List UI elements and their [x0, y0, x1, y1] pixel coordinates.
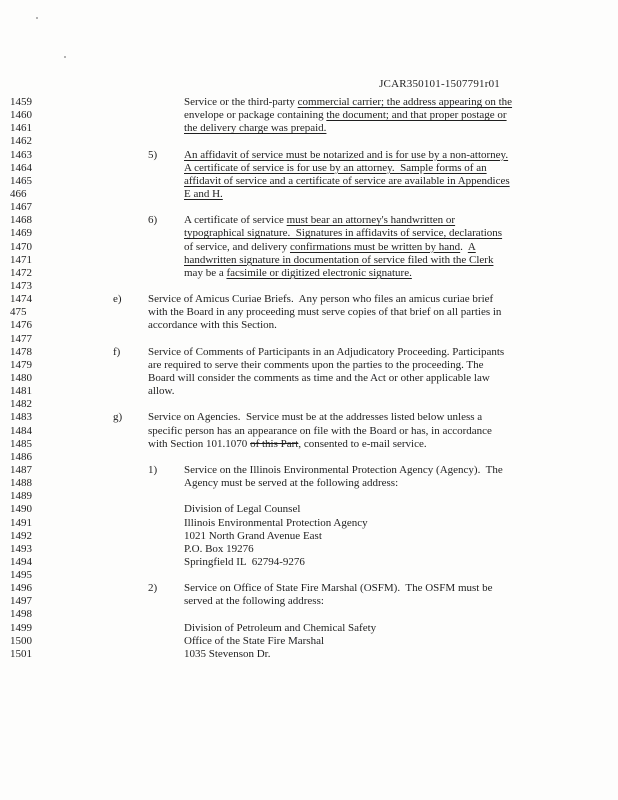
plain-text: allow.: [148, 385, 175, 398]
document-line: [0, 293, 618, 306]
line-text: [184, 162, 487, 175]
document-line: [0, 517, 618, 530]
line-text: [184, 241, 476, 254]
plain-text: , consented to e-mail service.: [298, 437, 427, 450]
line-text: [184, 530, 322, 543]
line-number: 1495: [10, 569, 32, 582]
document-line: [0, 385, 618, 398]
stricken-text: of this Part: [250, 437, 299, 450]
line-number: 1459: [10, 96, 32, 108]
document-line: [0, 372, 618, 385]
plain-text: 1035 Stevenson Dr.: [184, 647, 271, 660]
line-number: 1479: [10, 358, 32, 371]
underlined-text: An affidavit of service must be notarized and is for use by a non-attorney.: [184, 148, 509, 161]
line-text: [148, 306, 501, 319]
document-line: [0, 96, 618, 109]
line-number: 1484: [10, 424, 32, 437]
plain-text: Agency must be served at the following address:: [184, 477, 399, 490]
plain-text: of service, and delivery: [184, 240, 290, 253]
line-number: 1482: [10, 398, 32, 411]
line-number: 1468: [10, 214, 32, 227]
document-line: [0, 438, 618, 451]
document-line: [0, 359, 618, 372]
line-text: [184, 214, 455, 227]
plain-text: Service on Agencies. Service must be at the addresses listed below unless a: [148, 411, 483, 424]
line-number: 1501: [10, 647, 32, 660]
line-number: 1471: [10, 253, 32, 266]
document-line: [0, 214, 618, 227]
line-text: [148, 385, 174, 398]
document-line: [0, 582, 618, 595]
line-text: [184, 254, 493, 267]
line-number: 1494: [10, 555, 32, 568]
line-text: [148, 425, 492, 438]
line-text: [184, 556, 305, 569]
plain-text: Service of Amicus Curiae Briefs. Any person who files an amicus curiae brief: [148, 293, 494, 306]
line-number: 1483: [10, 411, 32, 424]
document-body: [0, 96, 618, 661]
underlined-text: commercial carrier; the address appearing on the: [297, 96, 513, 108]
paragraph-label: 1): [148, 463, 158, 476]
plain-text: Springfield IL 62794-9276: [184, 555, 305, 568]
line-text: [184, 635, 324, 648]
paragraph-label: 2): [148, 582, 158, 595]
plain-text: with the Board in any proceeding must serve copies of that brief on all parties in: [148, 306, 502, 319]
line-text: [148, 438, 427, 451]
underlined-text: A certificate of service is for use by an attorney. Sample forms of an: [184, 161, 487, 174]
line-text: [184, 175, 510, 188]
document-line: [0, 451, 618, 464]
document-line: [0, 530, 618, 543]
underlined-text: affidavit of service and a certificate of service are available in Appendices: [184, 174, 510, 187]
document-line: [0, 464, 618, 477]
plain-text: accordance with this Section.: [148, 319, 277, 332]
scan-artifact: [36, 17, 38, 19]
line-number: 1472: [10, 266, 32, 279]
line-number: 1499: [10, 621, 32, 634]
line-number: 475: [10, 306, 27, 319]
plain-text: Division of Legal Counsel: [184, 503, 301, 516]
line-number: 1467: [10, 201, 32, 214]
line-number: 1463: [10, 148, 32, 161]
line-text: [184, 503, 300, 516]
line-text: [184, 543, 254, 556]
plain-text: A certificate of service: [184, 214, 287, 227]
line-text: [148, 293, 493, 306]
plain-text: are required to serve their comments upon the parties to the proceeding. The: [148, 358, 484, 371]
document-line: [0, 267, 618, 280]
line-text: [148, 359, 483, 372]
underlined-text: handwritten signature in documentation of service filed with the Clerk: [184, 253, 494, 266]
line-text: [148, 346, 504, 359]
line-number: 466: [10, 187, 27, 200]
underlined-text: E and H.: [184, 187, 223, 200]
line-number: 1477: [10, 332, 32, 345]
paragraph-label: 6): [148, 214, 158, 227]
document-line: [0, 149, 618, 162]
document-line: [0, 188, 618, 201]
underlined-text: the document; and that proper postage or: [326, 109, 507, 122]
document-line: [0, 411, 618, 424]
line-number: 1486: [10, 450, 32, 463]
document-line: [0, 254, 618, 267]
line-number: 1481: [10, 385, 32, 398]
line-text: [184, 227, 502, 240]
line-number: 1496: [10, 582, 32, 595]
plain-text: envelope or package containing: [184, 109, 327, 122]
line-text: [148, 411, 482, 424]
plain-text: Service on Office of State Fire Marshal (OSFM). The OSFM must be: [184, 582, 493, 595]
document-line: [0, 201, 618, 214]
document-line: [0, 109, 618, 122]
plain-text: Service of Comments of Participants in an Adjudicatory Proceeding. Participants: [148, 345, 505, 358]
document-line: [0, 241, 618, 254]
plain-text: Service or the third-party: [184, 96, 298, 108]
line-text: [184, 267, 412, 280]
paragraph-label: g): [113, 411, 123, 424]
plain-text: Service on the Illinois Environmental Protection Agency (Agency). The: [184, 463, 503, 476]
paragraph-label: e): [113, 293, 122, 306]
paragraph-label: f): [113, 345, 121, 358]
plain-text: .: [460, 240, 468, 253]
line-number: 1490: [10, 503, 32, 516]
plain-text: Illinois Environmental Protection Agency: [184, 516, 368, 529]
document-line: [0, 319, 618, 332]
document-line: [0, 648, 618, 661]
plain-text: specific person has an appearance on file with the Board or has, in accordance: [148, 424, 492, 437]
line-number: 1488: [10, 477, 32, 490]
line-text: [184, 188, 223, 201]
document-line: [0, 135, 618, 148]
line-number: 1461: [10, 122, 32, 135]
line-number: 1476: [10, 319, 32, 332]
document-line: [0, 622, 618, 635]
scan-artifact: [64, 56, 66, 58]
line-number: 1500: [10, 634, 32, 647]
line-number: 1464: [10, 161, 32, 174]
paragraph-label: 5): [148, 148, 158, 161]
line-number: 1478: [10, 345, 32, 358]
line-text: [184, 595, 324, 608]
line-number: 1485: [10, 437, 32, 450]
line-number: 1465: [10, 174, 32, 187]
document-line: [0, 227, 618, 240]
document-line: [0, 425, 618, 438]
line-text: [184, 122, 326, 135]
plain-text: Division of Petroleum and Chemical Safety: [184, 621, 377, 634]
document-line: [0, 280, 618, 293]
plain-text: may be a: [184, 266, 227, 279]
underlined-text: facsimile or digitized electronic signature.: [226, 266, 412, 279]
line-number: 1470: [10, 240, 32, 253]
line-number: 1498: [10, 608, 32, 621]
document-line: [0, 122, 618, 135]
document-id: JCAR350101-1507791r01: [379, 78, 500, 90]
document-line: [0, 477, 618, 490]
line-number: 1493: [10, 542, 32, 555]
line-text: [184, 464, 503, 477]
line-number: 1491: [10, 516, 32, 529]
line-text: [184, 109, 507, 122]
line-number: 1460: [10, 109, 32, 122]
plain-text: served at the following address:: [184, 595, 324, 608]
line-text: [184, 149, 508, 162]
document-line: [0, 175, 618, 188]
line-text: [148, 372, 490, 385]
line-text: [184, 96, 512, 109]
document-line: [0, 595, 618, 608]
document-line: [0, 306, 618, 319]
line-number: 1497: [10, 595, 32, 608]
document-line: [0, 333, 618, 346]
plain-text: with Section 101.1070: [148, 437, 251, 450]
underlined-text: A: [467, 240, 476, 253]
document-line: [0, 346, 618, 359]
line-number: 1474: [10, 293, 32, 306]
plain-text: Board will consider the comments as time and the Act or other applicable law: [148, 371, 490, 384]
document-line: [0, 490, 618, 503]
line-text: [184, 648, 270, 661]
plain-text: Office of the State Fire Marshal: [184, 634, 325, 647]
document-line: [0, 162, 618, 175]
line-number: 1462: [10, 135, 32, 148]
line-number: 1480: [10, 371, 32, 384]
document-line: [0, 503, 618, 516]
line-number: 1473: [10, 279, 32, 292]
underlined-text: confirmations must be written by hand: [289, 240, 461, 253]
line-text: [184, 622, 376, 635]
line-number: 1489: [10, 490, 32, 503]
line-number: 1487: [10, 463, 32, 476]
document-line: [0, 635, 618, 648]
document-line: [0, 569, 618, 582]
line-number: 1492: [10, 529, 32, 542]
document-line: [0, 608, 618, 621]
document-line: [0, 398, 618, 411]
line-number: 1469: [10, 227, 32, 240]
line-text: [148, 319, 277, 332]
line-text: [184, 517, 368, 530]
line-text: [184, 477, 398, 490]
line-text: [184, 582, 492, 595]
plain-text: P.O. Box 19276: [184, 542, 254, 555]
document-line: [0, 543, 618, 556]
plain-text: 1021 North Grand Avenue East: [184, 529, 322, 542]
document-line: [0, 556, 618, 569]
underlined-text: must bear an attorney's handwritten or: [286, 214, 456, 227]
underlined-text: the delivery charge was prepaid.: [184, 122, 327, 135]
underlined-text: typographical signature. Signatures in affidavits of service, declarations: [184, 227, 503, 240]
